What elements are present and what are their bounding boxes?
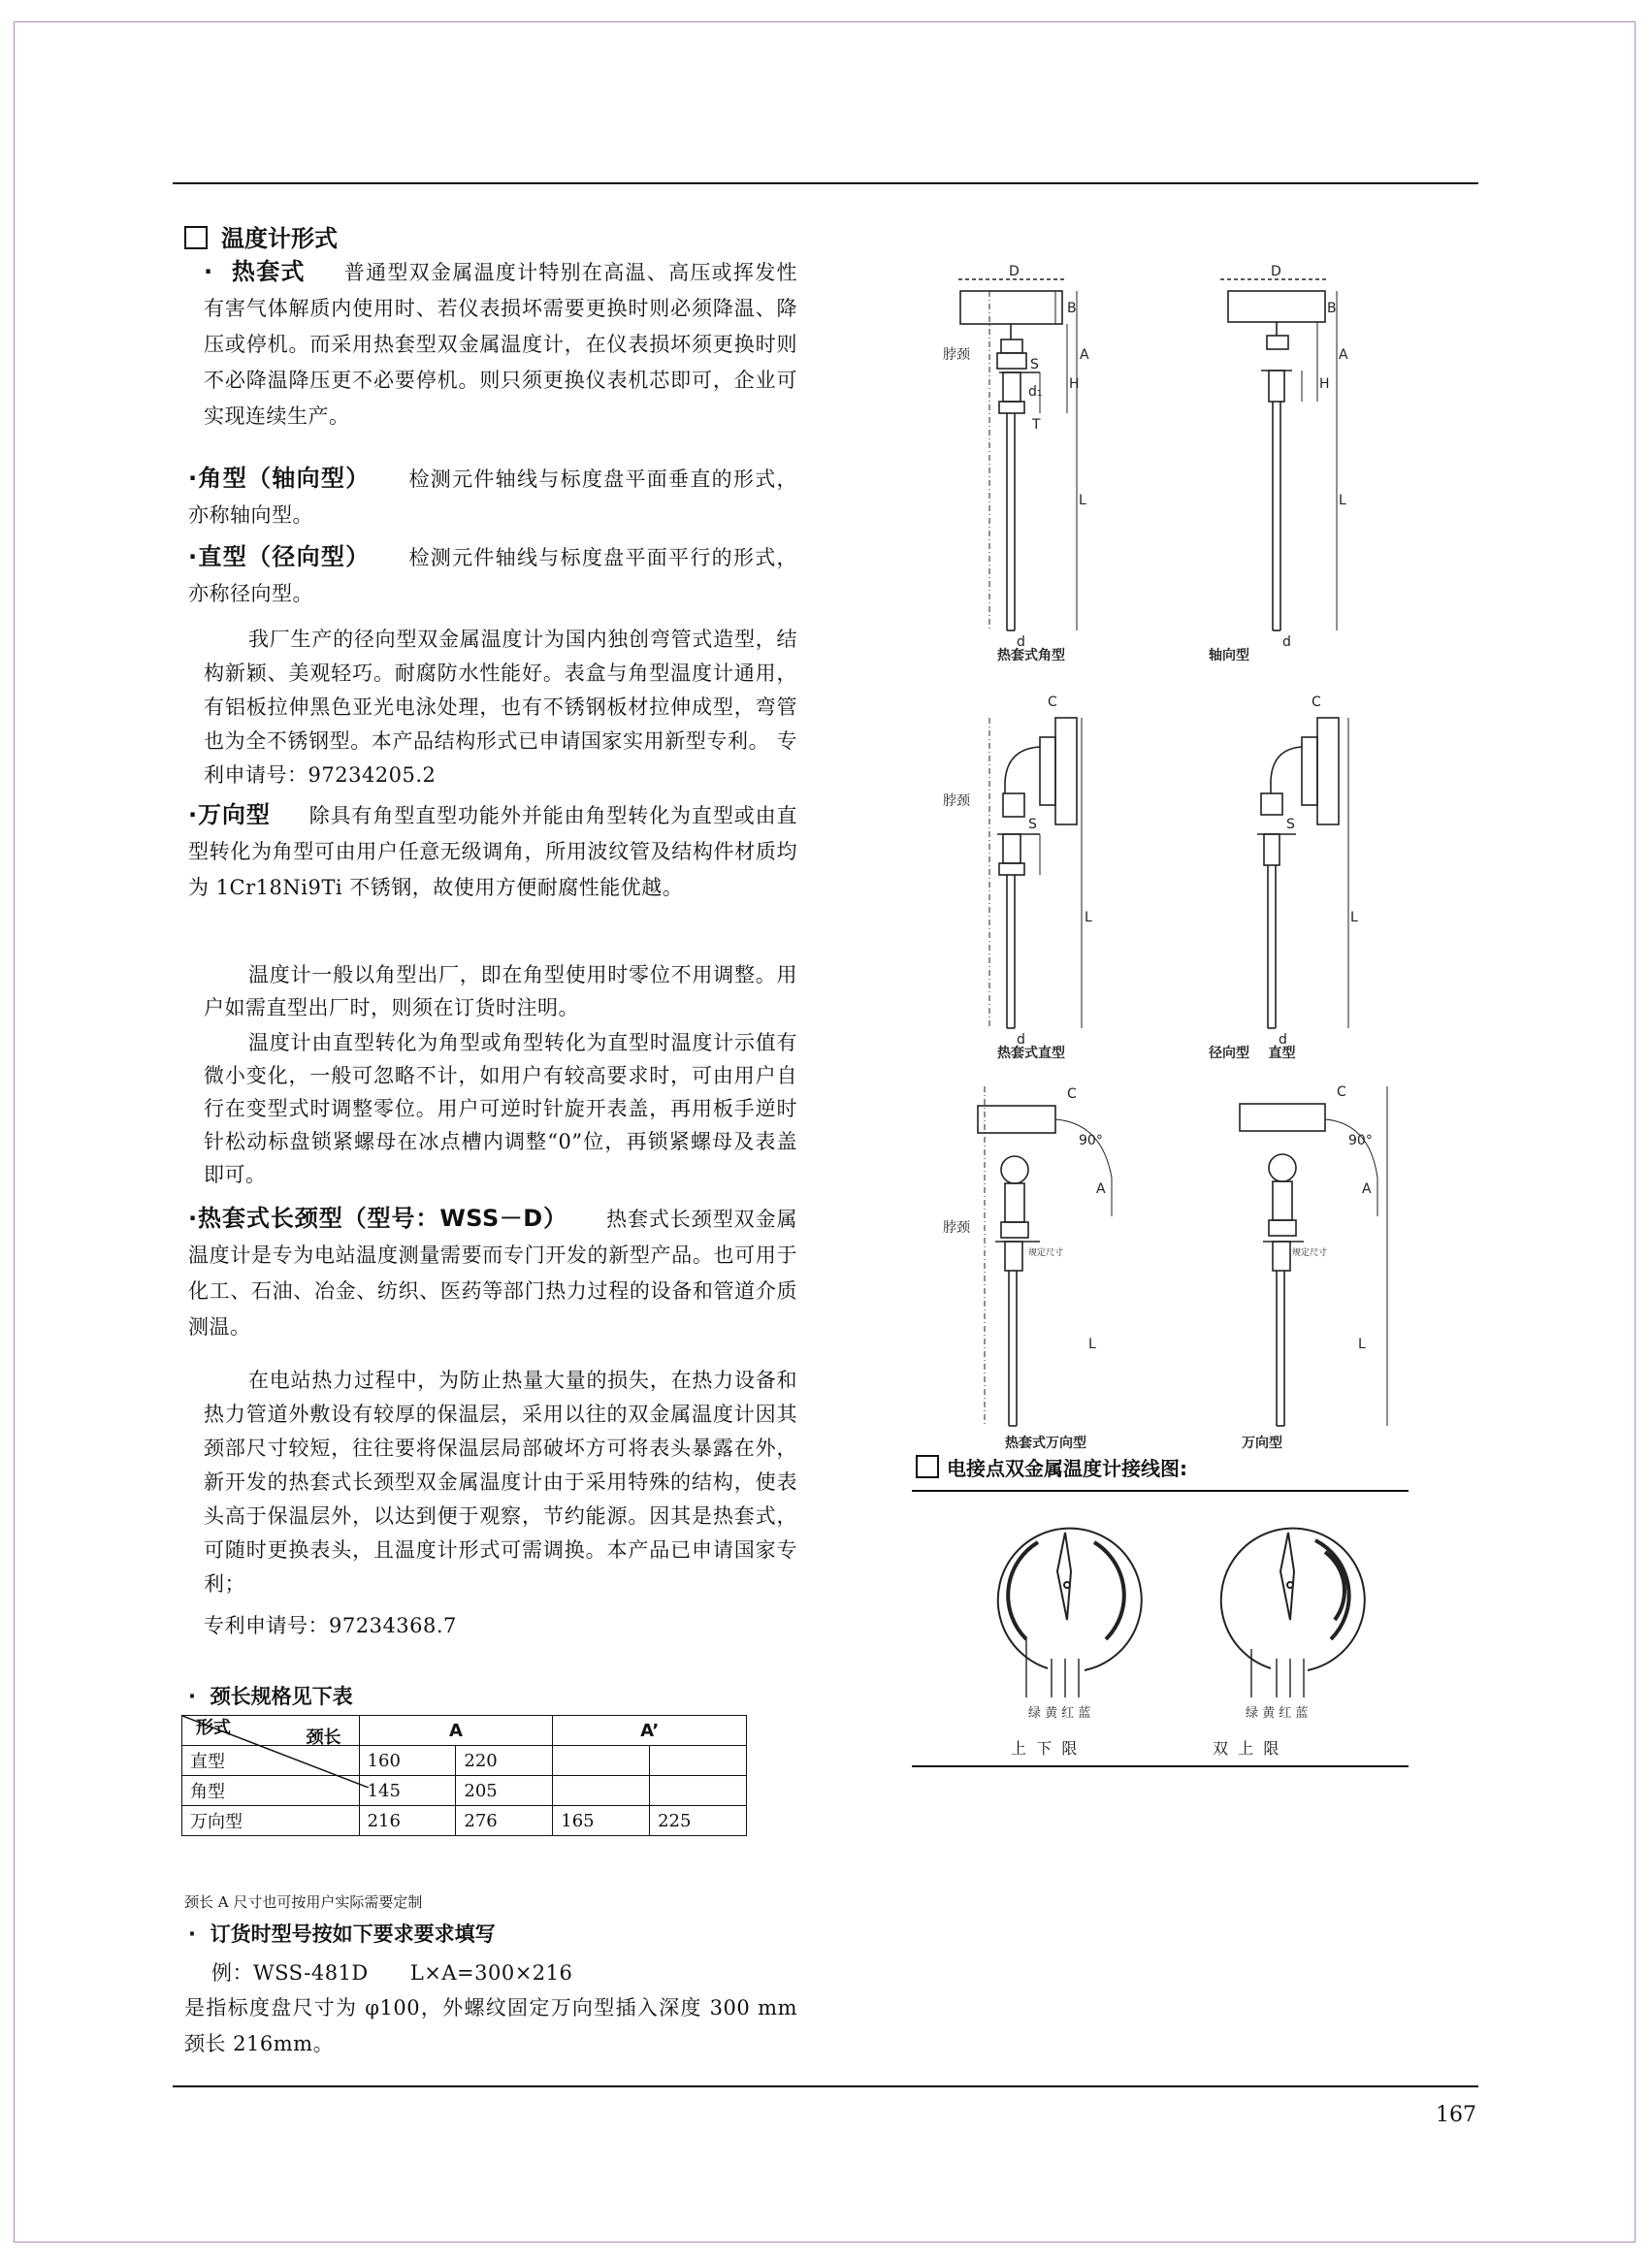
wiring-diagrams [970, 1503, 1397, 1727]
column-header-a-prime: A’ [553, 1716, 747, 1746]
label-d: d [1017, 634, 1025, 650]
cell: 216 [359, 1806, 456, 1836]
label-angle: 90° [1348, 1133, 1373, 1148]
corner-bottom-label: 形式 [196, 1718, 231, 1738]
label-a: A [1096, 1181, 1106, 1197]
neck-table-heading [188, 1681, 353, 1710]
label-a: A [1362, 1181, 1372, 1197]
checkbox-icon [916, 1455, 939, 1478]
label-l: L [1350, 910, 1358, 925]
label-d: d [1279, 1032, 1287, 1048]
universal-paragraph-1: 温度计一般以角型出厂，即在角型使用时零位不用调整。用户如需直型出厂时，则须在订货时注明。 [204, 963, 797, 1019]
label-c: C [1337, 1084, 1346, 1100]
thermometer-drawings [931, 262, 1416, 1455]
wiring-caption-left: 上 下 限 [1011, 1739, 1078, 1758]
label-l: L [1079, 493, 1086, 508]
label-l: L [1085, 910, 1092, 925]
label-c: C [1067, 1086, 1077, 1102]
cell: 160 [359, 1746, 456, 1776]
cell: 276 [456, 1806, 553, 1836]
label-h: H [1069, 376, 1080, 392]
checkbox-icon [184, 226, 208, 249]
row-name: 角型 [182, 1776, 360, 1806]
long-neck-title: 热套式长颈型（型号：WSS－D） [197, 1205, 568, 1232]
cell [650, 1776, 747, 1806]
cell: 145 [359, 1776, 456, 1806]
wiring-caption-right: 双 上 限 [1213, 1739, 1279, 1758]
table-header-row [182, 1716, 747, 1746]
label-s: S [1286, 817, 1295, 832]
label-l: L [1339, 493, 1346, 508]
long-neck-patent: 专利申请号：97234368.7 [204, 1614, 457, 1637]
label-l: L [1088, 1337, 1096, 1352]
caption-radial-straight: 径向型 直型 [1209, 1046, 1296, 1061]
universal-text: 除具有角型直型功能外并能由角型转化为直型或由直型转化为角型可由用户任意无级调角，所用波纹管及结构件材质均为 1Cr18Ni9Ti 不锈钢，故使用方便耐腐性能优越。 [188, 804, 798, 899]
table-row [182, 1806, 747, 1836]
straight-title: 直型（径向型） [197, 543, 371, 570]
caption-hot-sleeve-straight: 热套式直型 [997, 1046, 1065, 1061]
column-header-a: A [359, 1716, 553, 1746]
label-d-top: D [1271, 264, 1281, 279]
cell [553, 1776, 650, 1806]
label-neck: 脖颈 [943, 793, 970, 809]
label-t: T [1032, 417, 1041, 433]
label-b: B [1067, 301, 1077, 316]
caption-hot-sleeve-universal: 热套式万向型 [1005, 1436, 1086, 1451]
bullet: · [188, 465, 198, 492]
wire-labels-right: 绿 黄 红 蓝 [1246, 1706, 1309, 1721]
straight-paragraph: 我厂生产的径向型双金属温度计为国内独创弯管式造型，结构新颖、美观轻巧。耐腐防水性能好。表盒与角型温度计通用，有铝板拉伸黑色亚光电泳处理，也有不锈钢板材拉伸成型，弯管也为全不锈钢型。本产品结构形式已申请国家实用新型专利。 专利申请号：97234205.2 [204, 628, 797, 787]
bullet: · [188, 543, 198, 570]
bullet: · [188, 1205, 198, 1232]
long-neck-heading [188, 1205, 567, 1232]
section-title [184, 219, 338, 253]
angle-heading [188, 465, 371, 492]
bottom-rule [173, 2085, 1478, 2087]
wiring-top-rule [912, 1490, 1409, 1492]
cell: 220 [456, 1746, 553, 1776]
wire-labels-left: 绿 黄 红 蓝 [1028, 1706, 1091, 1721]
page-number: 167 [1436, 2103, 1476, 2127]
label-a: A [1080, 347, 1089, 363]
hot-sleeve-title: 热套式 [231, 258, 306, 285]
drawing-axial [1220, 279, 1337, 630]
label-d: d [1017, 1032, 1025, 1048]
universal-title: 万向型 [197, 801, 271, 828]
drawing-radial-straight [1257, 718, 1348, 1028]
corner-top-label: 颈长 [306, 1728, 341, 1748]
bullet: · [204, 258, 213, 285]
label-h: H [1319, 376, 1330, 392]
wiring-upper-lower [998, 1529, 1142, 1697]
long-neck-paragraph: 在电站热力过程中，为防止热量大量的损失，在热力设备和热力管道外敷设有较厚的保温层，采用以往的双金属温度计因其颈部尺寸较短，往往要将保温层局部破坏方可将表头暴露在外，新开发的热套式长颈型双金属温度计由于采用特殊的结构，使表头高于保温层外，以达到便于观察，节约能源。因其是热套式，可随时更换表头，且温度计形式可需调换。本产品已申请国家专利； [204, 1369, 797, 1596]
hot-sleeve-text: 普通型双金属温度计特别在高温、高压或挥发性有害气体解质内使用时、若仪表损坏需要更换时则必须降温、降压或停机。而采用热套型双金属温度计，在仪表损坏须更换时则不必降温降压更不必要停机。则只须更换仪表机芯即可，企业可实现连续生产。 [204, 261, 798, 428]
label-s: S [1028, 817, 1037, 832]
label-marker: 规定尺寸 [1292, 1248, 1328, 1258]
order-example: 例：WSS-481D L×A=300×216 [211, 1961, 573, 1985]
wiring-title-text: 电接点双金属温度计接线图: [947, 1457, 1187, 1480]
cell [553, 1746, 650, 1776]
wiring-double-upper [1221, 1529, 1365, 1697]
universal-heading [188, 801, 271, 828]
drawing-hot-sleeve-straight [989, 718, 1082, 1028]
wiring-bottom-rule [912, 1765, 1409, 1767]
hot-sleeve-block [204, 254, 797, 435]
caption-axial: 轴向型 [1209, 648, 1249, 663]
label-angle: 90° [1079, 1133, 1103, 1148]
row-name: 直型 [182, 1746, 360, 1776]
order-heading [188, 1919, 496, 1948]
label-b: B [1327, 301, 1337, 316]
long-neck-block [188, 1201, 797, 1345]
label-d: d [1282, 634, 1291, 650]
angle-text: 检测元件轴线与标度盘平面垂直的形式，亦称轴向型。 [188, 468, 798, 527]
bullet: · [188, 1685, 196, 1708]
cell [650, 1746, 747, 1776]
bullet: · [188, 801, 198, 828]
straight-heading [188, 543, 371, 570]
neck-table [181, 1715, 747, 1836]
universal-paragraph-2: 温度计由直型转化为角型或角型转化为直型时温度计示值有微小变化，一般可忽略不计，如用户有较高要求时，可由用户自行在变型式时调整零位。用户可逆时针旋开表盖，再用板手逆时针松动标盘锁紧螺母在冰点槽内调整“0”位，再锁紧螺母及表盖即可。 [204, 1031, 797, 1186]
caption-universal: 万向型 [1242, 1436, 1282, 1451]
label-d1: d₁ [1028, 384, 1043, 400]
label-s: S [1030, 357, 1039, 372]
table-corner-cell [182, 1716, 360, 1746]
label-neck: 脖颈 [943, 347, 970, 363]
cell: 205 [456, 1776, 553, 1806]
label-d-top: D [1009, 264, 1020, 279]
straight-block [188, 539, 797, 612]
cell: 165 [553, 1806, 650, 1836]
long-neck-text: 热套式长颈型双金属温度计是专为电站温度测量需要而专门开发的新型产品。也可用于化工、石油、冶金、纺织、医药等部门热力过程的设备和管道介质测温。 [188, 1208, 797, 1339]
section-title-text: 温度计形式 [221, 225, 338, 252]
order-description: 是指标度盘尺寸为 φ100，外螺纹固定万向型插入深度 300 mm 颈长 216mm。 [184, 1996, 797, 2055]
label-c: C [1048, 694, 1057, 710]
angle-block [188, 461, 797, 533]
row-name: 万向型 [182, 1806, 360, 1836]
order-heading-text: 订货时型号按如下要求要求填写 [210, 1922, 496, 1946]
straight-text: 检测元件轴线与标度盘平面平行的形式，亦称径向型。 [188, 546, 798, 605]
caption-hot-sleeve-angle: 热套式角型 [997, 648, 1065, 663]
universal-block [188, 797, 797, 906]
label-c: C [1312, 694, 1321, 710]
wiring-title [916, 1453, 1187, 1481]
label-neck: 脖颈 [943, 1220, 970, 1236]
label-a: A [1339, 347, 1348, 363]
top-rule [173, 182, 1478, 184]
angle-title: 角型（轴向型） [197, 465, 371, 492]
hot-sleeve-heading [204, 258, 306, 285]
cell: 225 [650, 1806, 747, 1836]
neck-table-note: 颈长 A 尺寸也可按用户实际需要定制 [184, 1893, 423, 1911]
neck-table-heading-text: 颈长规格见下表 [210, 1685, 353, 1708]
bullet: · [188, 1922, 196, 1946]
drawing-hot-sleeve-angle [958, 279, 1077, 630]
label-l: L [1358, 1337, 1366, 1352]
label-marker: 规定尺寸 [1028, 1248, 1064, 1258]
